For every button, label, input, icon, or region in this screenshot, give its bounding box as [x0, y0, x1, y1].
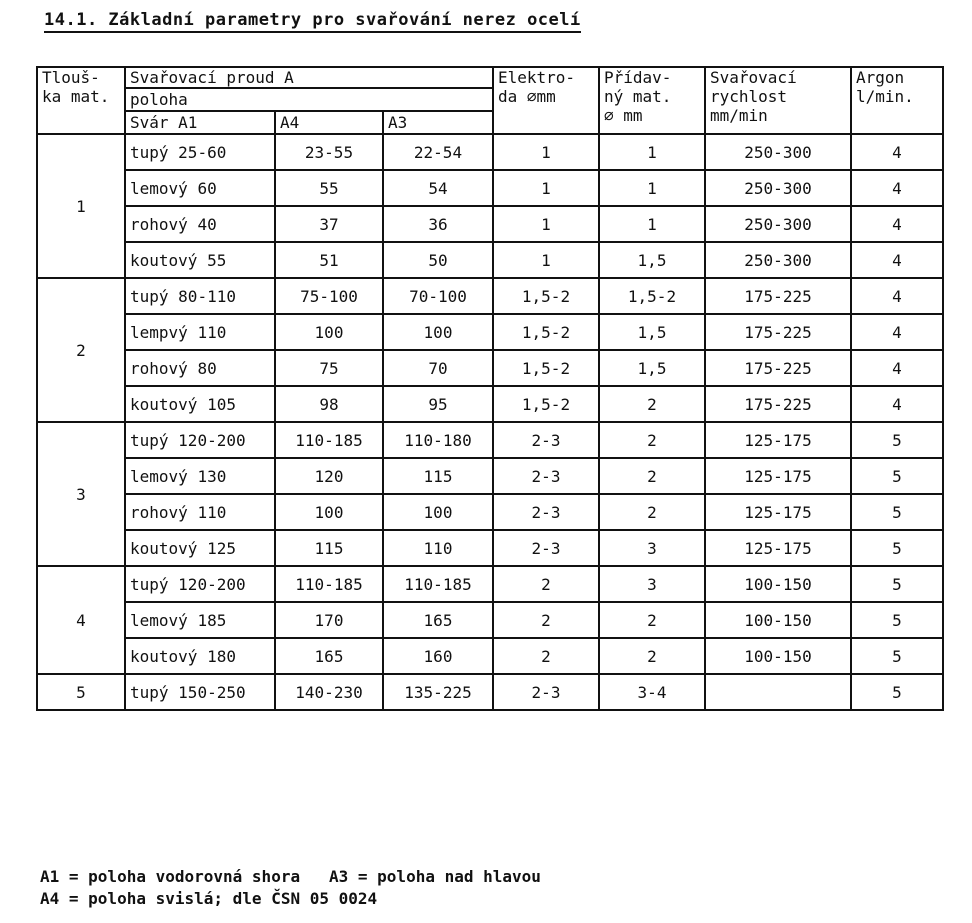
- cell-speed: 100-150: [705, 638, 851, 674]
- parameters-table: [36, 66, 944, 711]
- weld-type: tupý: [130, 682, 169, 702]
- cell-electrode: 1,5-2: [493, 278, 599, 314]
- weld-type: tupý: [130, 142, 169, 162]
- table-row: [37, 638, 943, 674]
- cell-electrode: 1: [493, 206, 599, 242]
- cell-a3: 36: [383, 206, 493, 242]
- cell-speed: 125-175: [705, 422, 851, 458]
- current-a1: 80-110: [178, 286, 236, 306]
- cell-electrode: 1: [493, 170, 599, 206]
- cell-a3: 70: [383, 350, 493, 386]
- weld-type: tupý: [130, 574, 169, 594]
- cell-a4: 120: [275, 458, 383, 494]
- header-weld: Svár A1: [125, 111, 275, 134]
- cell-a4: 75: [275, 350, 383, 386]
- cell-electrode: 1: [493, 134, 599, 170]
- cell-speed: 100-150: [705, 566, 851, 602]
- cell-a4: 51: [275, 242, 383, 278]
- header-current: Svařovací proud A: [125, 67, 493, 88]
- table-row: [37, 674, 943, 710]
- cell-a3: 100: [383, 314, 493, 350]
- cell-filler: 1,5: [599, 242, 705, 278]
- cell-speed: 250-300: [705, 134, 851, 170]
- header-thickness: Tlouš- ka mat.: [37, 67, 125, 134]
- cell-filler: 1,5: [599, 350, 705, 386]
- cell-weld-a1: [125, 134, 275, 170]
- cell-weld-a1: [125, 314, 275, 350]
- cell-filler: 2: [599, 602, 705, 638]
- table-row: [37, 602, 943, 638]
- cell-electrode: 2-3: [493, 530, 599, 566]
- header-electrode: Elektro- da ∅mm: [493, 67, 599, 134]
- cell-thickness: 4: [37, 566, 125, 674]
- cell-filler: 3-4: [599, 674, 705, 710]
- cell-a4: 100: [275, 314, 383, 350]
- cell-argon: 5: [851, 566, 943, 602]
- cell-argon: 4: [851, 170, 943, 206]
- cell-weld-a1: [125, 638, 275, 674]
- cell-speed: [705, 674, 851, 710]
- cell-argon: 5: [851, 602, 943, 638]
- legend-a3: A3 = poloha nad hlavou: [329, 867, 541, 886]
- cell-a4: 23-55: [275, 134, 383, 170]
- cell-filler: 1: [599, 206, 705, 242]
- weld-type: rohový: [130, 502, 188, 522]
- cell-argon: 4: [851, 206, 943, 242]
- cell-a4: 98: [275, 386, 383, 422]
- table-row: [37, 314, 943, 350]
- cell-a3: 50: [383, 242, 493, 278]
- cell-filler: 3: [599, 566, 705, 602]
- weld-type: rohový: [130, 358, 188, 378]
- cell-a3: 95: [383, 386, 493, 422]
- current-a1: 150-250: [178, 682, 246, 702]
- cell-speed: 175-225: [705, 350, 851, 386]
- table-row: [37, 350, 943, 386]
- cell-argon: 5: [851, 422, 943, 458]
- cell-electrode: 2: [493, 638, 599, 674]
- cell-filler: 2: [599, 494, 705, 530]
- table-row: [37, 458, 943, 494]
- header-a3: A3: [383, 111, 493, 134]
- table-row: [37, 134, 943, 170]
- cell-weld-a1: [125, 494, 275, 530]
- cell-electrode: 2-3: [493, 458, 599, 494]
- current-a1: 125: [207, 538, 236, 558]
- cell-argon: 4: [851, 278, 943, 314]
- cell-electrode: 1,5-2: [493, 386, 599, 422]
- cell-a3: 165: [383, 602, 493, 638]
- cell-speed: 175-225: [705, 278, 851, 314]
- header-filler: Přídav- ný mat. ∅ mm: [599, 67, 705, 134]
- cell-filler: 2: [599, 638, 705, 674]
- footer-legend: [40, 866, 541, 910]
- page-title: 14.1. Základní parametry pro svařování nerez ocelí: [44, 10, 581, 33]
- current-a1: 110: [197, 322, 227, 342]
- weld-type: koutový: [130, 250, 198, 270]
- header-a4: A4: [275, 111, 383, 134]
- table-row: [37, 242, 943, 278]
- table-body: [37, 134, 943, 710]
- table-row: [37, 422, 943, 458]
- legend-a1: A1 = poloha vodorovná shora: [40, 867, 301, 886]
- cell-a4: 140-230: [275, 674, 383, 710]
- cell-argon: 4: [851, 314, 943, 350]
- current-a1: 110: [197, 502, 227, 522]
- cell-weld-a1: [125, 170, 275, 206]
- cell-a3: 110: [383, 530, 493, 566]
- weld-type: lemový: [130, 466, 188, 486]
- weld-type: lemový: [130, 610, 188, 630]
- weld-type: koutový: [130, 538, 198, 558]
- cell-weld-a1: [125, 530, 275, 566]
- cell-a3: 110-180: [383, 422, 493, 458]
- cell-a3: 135-225: [383, 674, 493, 710]
- cell-filler: 3: [599, 530, 705, 566]
- cell-a4: 170: [275, 602, 383, 638]
- cell-weld-a1: [125, 206, 275, 242]
- cell-a4: 110-185: [275, 422, 383, 458]
- cell-a3: 160: [383, 638, 493, 674]
- cell-filler: 2: [599, 386, 705, 422]
- current-a1: 40: [197, 214, 217, 234]
- cell-argon: 5: [851, 530, 943, 566]
- cell-a3: 110-185: [383, 566, 493, 602]
- cell-a4: 100: [275, 494, 383, 530]
- weld-type: koutový: [130, 646, 198, 666]
- cell-speed: 175-225: [705, 314, 851, 350]
- cell-argon: 4: [851, 386, 943, 422]
- cell-thickness: 3: [37, 422, 125, 566]
- parameters-table-container: [36, 66, 942, 834]
- cell-argon: 5: [851, 674, 943, 710]
- cell-a4: 110-185: [275, 566, 383, 602]
- cell-a3: 22-54: [383, 134, 493, 170]
- cell-speed: 250-300: [705, 206, 851, 242]
- cell-a3: 70-100: [383, 278, 493, 314]
- table-row: [37, 170, 943, 206]
- cell-a3: 100: [383, 494, 493, 530]
- cell-argon: 5: [851, 638, 943, 674]
- cell-weld-a1: [125, 458, 275, 494]
- cell-thickness: 5: [37, 674, 125, 710]
- weld-type: lemový: [130, 178, 188, 198]
- cell-a4: 37: [275, 206, 383, 242]
- cell-speed: 250-300: [705, 170, 851, 206]
- current-a1: 105: [207, 394, 236, 414]
- header-speed: Svařovací rychlost mm/min: [705, 67, 851, 134]
- cell-filler: 2: [599, 458, 705, 494]
- cell-argon: 5: [851, 494, 943, 530]
- current-a1: 55: [207, 250, 227, 270]
- cell-electrode: 2: [493, 566, 599, 602]
- table-row: [37, 278, 943, 314]
- header-argon: Argon l/min.: [851, 67, 943, 134]
- weld-type: tupý: [130, 286, 169, 306]
- cell-filler: 2: [599, 422, 705, 458]
- current-a1: 185: [197, 610, 227, 630]
- cell-weld-a1: [125, 278, 275, 314]
- table-row: [37, 530, 943, 566]
- cell-weld-a1: [125, 386, 275, 422]
- current-a1: 130: [197, 466, 227, 486]
- table-row: [37, 386, 943, 422]
- cell-filler: 1: [599, 134, 705, 170]
- cell-weld-a1: [125, 566, 275, 602]
- cell-a3: 115: [383, 458, 493, 494]
- cell-thickness: 1: [37, 134, 125, 278]
- cell-a4: 165: [275, 638, 383, 674]
- cell-speed: 175-225: [705, 386, 851, 422]
- cell-electrode: 2-3: [493, 494, 599, 530]
- cell-weld-a1: [125, 602, 275, 638]
- weld-type: koutový: [130, 394, 198, 414]
- current-a1: 80: [197, 358, 217, 378]
- cell-electrode: 1: [493, 242, 599, 278]
- cell-weld-a1: [125, 242, 275, 278]
- cell-speed: 125-175: [705, 494, 851, 530]
- cell-electrode: 2-3: [493, 674, 599, 710]
- legend-a4: A4 = poloha svislá; dle ČSN 05 0024: [40, 889, 378, 908]
- header-position: poloha: [125, 88, 493, 111]
- weld-type: tupý: [130, 430, 169, 450]
- cell-filler: 1,5-2: [599, 278, 705, 314]
- cell-argon: 4: [851, 242, 943, 278]
- cell-a3: 54: [383, 170, 493, 206]
- cell-filler: 1: [599, 170, 705, 206]
- cell-argon: 4: [851, 350, 943, 386]
- current-a1: 180: [207, 646, 236, 666]
- cell-argon: 4: [851, 134, 943, 170]
- cell-filler: 1,5: [599, 314, 705, 350]
- cell-weld-a1: [125, 674, 275, 710]
- cell-electrode: 1,5-2: [493, 314, 599, 350]
- current-a1: 60: [197, 178, 217, 198]
- table-row: [37, 206, 943, 242]
- cell-speed: 125-175: [705, 458, 851, 494]
- weld-type: lempvý: [130, 322, 188, 342]
- cell-speed: 125-175: [705, 530, 851, 566]
- cell-speed: 250-300: [705, 242, 851, 278]
- current-a1: 120-200: [178, 430, 246, 450]
- cell-thickness: 2: [37, 278, 125, 422]
- cell-electrode: 1,5-2: [493, 350, 599, 386]
- weld-type: rohový: [130, 214, 188, 234]
- cell-a4: 75-100: [275, 278, 383, 314]
- current-a1: 120-200: [178, 574, 246, 594]
- table-row: [37, 566, 943, 602]
- cell-a4: 115: [275, 530, 383, 566]
- cell-electrode: 2: [493, 602, 599, 638]
- cell-a4: 55: [275, 170, 383, 206]
- table-row: [37, 494, 943, 530]
- cell-weld-a1: [125, 422, 275, 458]
- cell-electrode: 2-3: [493, 422, 599, 458]
- cell-argon: 5: [851, 458, 943, 494]
- current-a1: 25-60: [178, 142, 227, 162]
- cell-weld-a1: [125, 350, 275, 386]
- cell-speed: 100-150: [705, 602, 851, 638]
